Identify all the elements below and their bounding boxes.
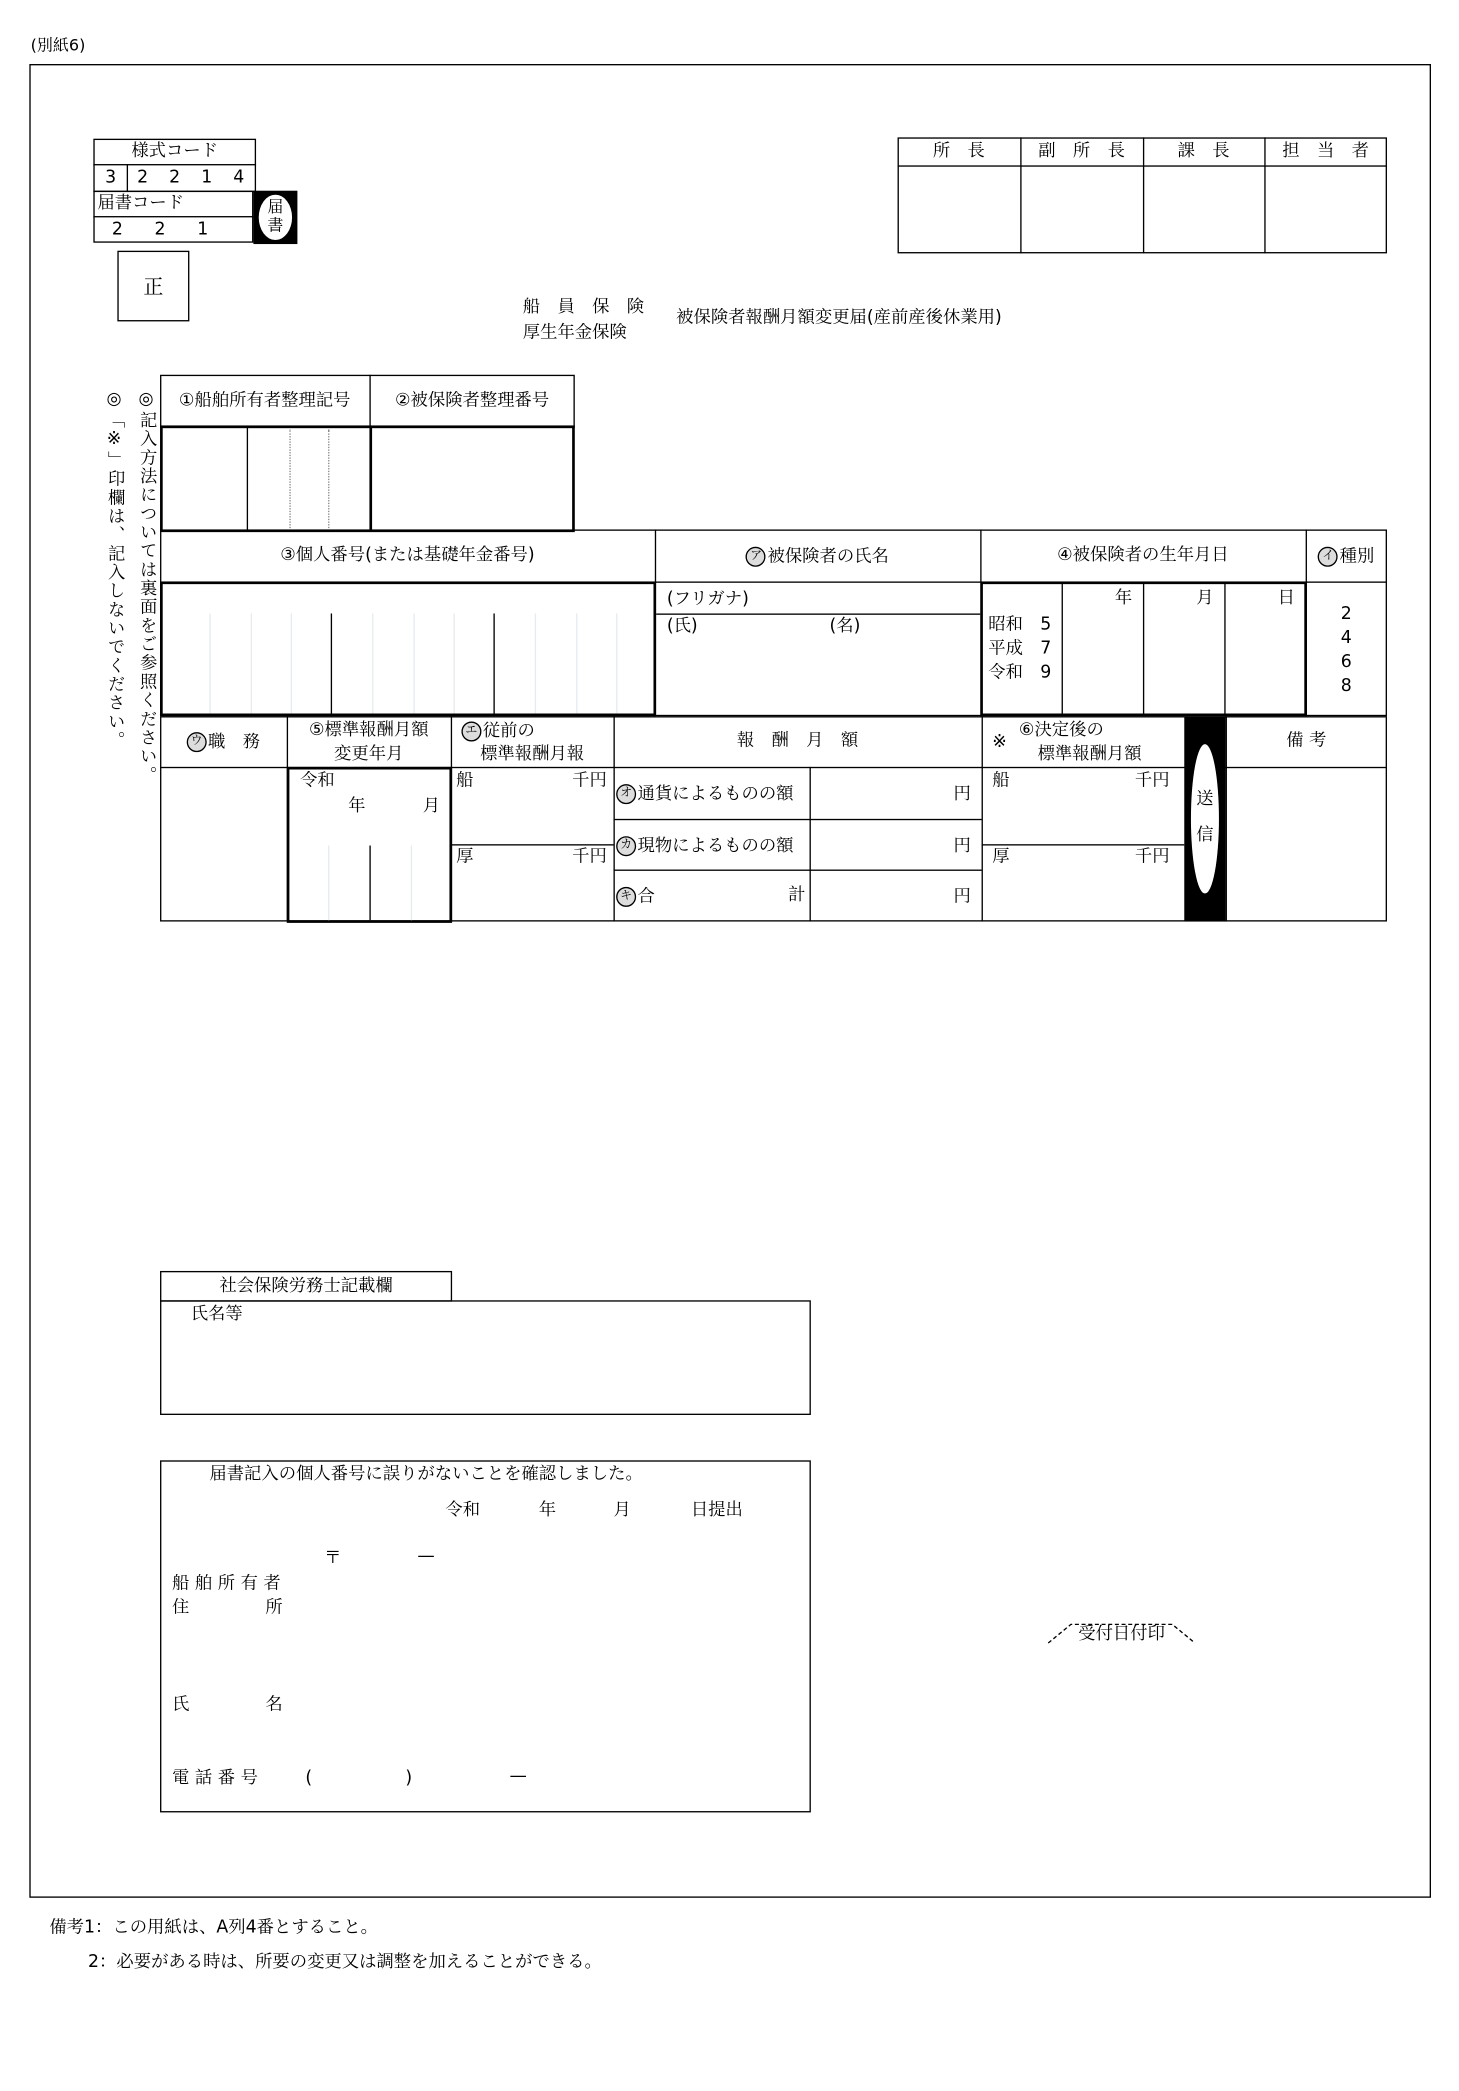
pay-cash-unit: 円 (953, 784, 971, 805)
original-mark: 正 (143, 274, 164, 299)
prev-pension-prefix: 厚 (456, 846, 474, 867)
approval-header-staff: 担 当 者 (1282, 141, 1369, 162)
prev-ship-unit: 千円 (572, 770, 607, 791)
insurance-type-seamen: 船 員 保 険 (522, 297, 645, 318)
send-marker: 送 信 (1184, 717, 1225, 921)
phone-dash: — (509, 1767, 527, 1788)
birth-year-input[interactable] (1063, 611, 1142, 712)
footnote-1: 備考1：この用紙は、A列4番とすること。 (49, 1917, 379, 1938)
prev-pension-amount-input[interactable] (453, 870, 610, 918)
insured-ref-label: ②被保険者整理番号 (394, 390, 550, 411)
given-name-input[interactable] (820, 640, 977, 709)
postal-mark: 〒 (324, 1548, 342, 1569)
circled-u-icon: ウ (187, 732, 207, 752)
change-month-input[interactable] (371, 846, 448, 919)
remarks-input[interactable] (1228, 770, 1384, 919)
change-date-label-l2: 変更年月 (334, 744, 404, 765)
furigana-input[interactable] (774, 587, 974, 611)
birth-month-label: 月 (1196, 588, 1214, 609)
approval-header-director: 所 長 (932, 141, 985, 162)
type-code[interactable]: 8 (1340, 676, 1352, 697)
circled-ki-icon: キ (616, 887, 636, 907)
decided-ship-unit: 千円 (1134, 770, 1170, 791)
era-heisei: 平成 7 (988, 638, 1052, 659)
attachment-label: (別紙6) (30, 36, 86, 55)
furigana-label: (フリガナ) (666, 589, 749, 610)
decided-salary-label-l2: 標準報酬月額 (1037, 744, 1142, 765)
type-label: イ 種別 (1306, 547, 1387, 567)
circled-e-icon: エ (461, 721, 481, 741)
side-note-asterisk: ◎「※」印欄は、記入しないでください。 (104, 389, 125, 750)
postal-code-first-input[interactable] (344, 1544, 413, 1568)
circled-a-icon: ア (746, 547, 766, 567)
owner-address-input[interactable] (300, 1574, 800, 1654)
form-code-digit: 3 (105, 168, 117, 189)
notification-code-digit: 1 (197, 220, 209, 241)
pay-total-label: キ 合 (616, 887, 655, 907)
personal-number-label: ③個人番号(または基礎年金番号) (280, 545, 535, 566)
form-code-digit: 2 (169, 168, 181, 189)
form-title: 被保険者報酬月額変更届(産前産後休業用) (676, 308, 1002, 329)
submit-day-label: 日提出 (690, 1500, 743, 1521)
form-code-digit: 1 (201, 168, 213, 189)
phone-area-code-input[interactable] (317, 1764, 400, 1791)
submit-day-input[interactable] (635, 1496, 688, 1520)
stamp-cell-director[interactable] (899, 167, 1019, 252)
birth-day-label: 日 (1277, 588, 1295, 609)
prev-ship-prefix: 船 (456, 770, 474, 791)
receipt-stamp-area (1047, 1622, 1196, 1646)
address-label-a: 住 (172, 1597, 190, 1618)
circled-o-icon: オ (616, 784, 636, 804)
approval-header-section-chief: 課 長 (1177, 141, 1230, 162)
name-label-b: 名 (265, 1695, 283, 1716)
owner-ref-input[interactable] (164, 429, 367, 528)
asterisk-mark: ※ (992, 732, 1007, 753)
name-label-a: 氏 (172, 1695, 190, 1716)
form-code-label: 様式コード (131, 141, 219, 162)
prev-ship-amount-input[interactable] (453, 794, 610, 842)
pay-total-label-right: 計 (788, 885, 806, 906)
pay-header: 報 酬 月 額 (736, 730, 859, 751)
remarks-label: 備 考 (1286, 730, 1327, 751)
duty-input[interactable] (163, 771, 284, 918)
pay-total-input[interactable] (812, 872, 945, 919)
type-code[interactable]: 2 (1340, 604, 1352, 625)
pay-inkind-unit: 円 (953, 836, 971, 857)
owner-ref-label: ①船舶所有者整理記号 (178, 390, 351, 411)
personal-number-input[interactable] (160, 581, 656, 716)
pay-cash-input[interactable] (812, 770, 945, 818)
prev-salary-label-l2: 標準報酬月報 (480, 744, 585, 765)
decided-salary-label-l1: ⑥決定後の (1018, 720, 1104, 741)
notification-code-label: 届書コード (97, 193, 185, 214)
family-name-label: (氏) (666, 616, 698, 637)
submit-year-input[interactable] (487, 1496, 535, 1520)
change-era-label: 令和 (300, 770, 335, 791)
stamp-cell-deputy[interactable] (1022, 167, 1142, 252)
decided-pension-unit: 千円 (1134, 846, 1170, 867)
birth-day-input[interactable] (1226, 611, 1303, 712)
stamp-cell-staff[interactable] (1266, 167, 1386, 252)
pay-cash-label: オ 通貨によるものの額 (616, 784, 793, 804)
prev-salary-label-l1: エ 従前の (461, 721, 534, 741)
insurance-type-pension: 厚生年金保険 (522, 322, 627, 343)
owner-name-input[interactable] (300, 1683, 800, 1723)
confirmation-statement: 届書記入の個人番号に誤りがないことを確認しました。 (209, 1464, 643, 1485)
submit-month-label: 月 (613, 1500, 631, 1521)
family-name-input[interactable] (660, 640, 820, 709)
phone-number-input[interactable] (533, 1764, 640, 1791)
address-label-b: 所 (265, 1597, 283, 1618)
phone-close-paren: ) (405, 1768, 413, 1789)
type-code[interactable]: 6 (1340, 652, 1352, 673)
receipt-stamp-label: 受付日付印 (1078, 1624, 1165, 1645)
submit-month-input[interactable] (560, 1496, 611, 1520)
change-month-label: 月 (422, 796, 441, 817)
duty-label: ウ 職 務 (160, 732, 287, 752)
change-year-label: 年 (348, 796, 366, 817)
prev-pension-unit: 千円 (572, 846, 607, 867)
type-code[interactable]: 4 (1340, 628, 1352, 649)
submit-era: 令和 (445, 1500, 481, 1521)
notification-badge: 届 書 (253, 191, 297, 244)
pay-total-unit: 円 (953, 886, 971, 907)
owner-label: 船 舶 所 有 者 (172, 1573, 281, 1594)
form-code-digit: 4 (233, 168, 245, 189)
pay-inkind-input[interactable] (812, 822, 945, 869)
postal-dash: — (417, 1547, 435, 1568)
change-year-input[interactable] (291, 846, 368, 919)
phone-label: 電 話 番 号 (172, 1768, 258, 1789)
insured-name-label: ア 被保険者の氏名 (655, 547, 980, 567)
birth-month-input[interactable] (1144, 611, 1223, 712)
stamp-cell-section-chief[interactable] (1144, 167, 1263, 252)
birthdate-label: ④被保険者の生年月日 (1057, 545, 1229, 566)
phone-open-paren: ( (305, 1768, 313, 1789)
approval-header-deputy: 副 所 長 (1038, 141, 1125, 162)
sharoushi-box[interactable] (160, 1300, 811, 1415)
phone-exchange-input[interactable] (419, 1764, 504, 1791)
submit-year-label: 年 (538, 1500, 557, 1521)
birth-year-label: 年 (1114, 588, 1133, 609)
era-reiwa: 令和 9 (988, 662, 1052, 683)
decided-ship-prefix: 船 (992, 770, 1010, 791)
side-note-instructions: ◎記入方法については裏面をご参照ください。 (136, 389, 157, 785)
era-showa: 昭和 5 (988, 614, 1052, 635)
decided-pension-prefix: 厚 (992, 846, 1010, 867)
notification-code-digit: 2 (154, 220, 166, 241)
footnote-2: 2：必要がある時は、所要の変更又は調整を加えることができる。 (88, 1952, 602, 1973)
pay-inkind-label: カ 現物によるものの額 (616, 836, 793, 856)
form-code-digit: 2 (137, 168, 149, 189)
postal-code-second-input[interactable] (440, 1544, 520, 1568)
sharoushi-tab-label: 社会保険労務士記載欄 (219, 1276, 393, 1297)
given-name-label: (名) (829, 616, 861, 637)
notification-code-digit: 2 (111, 220, 123, 241)
change-date-label-l1: ⑤標準報酬月額 (308, 720, 429, 741)
sharoushi-name-label: 氏名等 (190, 1304, 243, 1325)
circled-i-icon: イ (1318, 547, 1338, 567)
insured-ref-input[interactable] (373, 429, 570, 528)
circled-ka-icon: カ (616, 836, 636, 856)
